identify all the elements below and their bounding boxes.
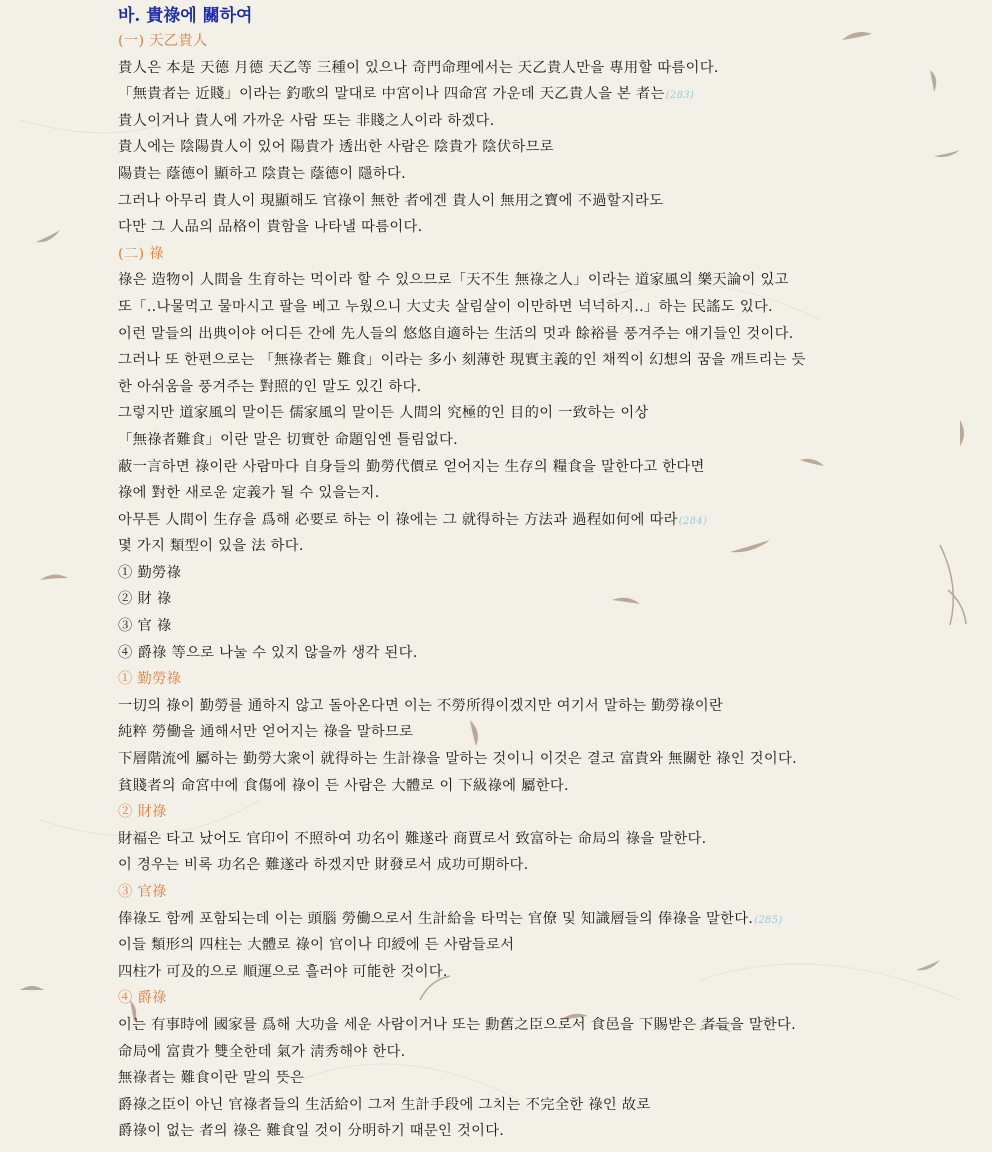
text-line [118, 560, 978, 587]
text-line [118, 480, 978, 507]
text-line-content: 純粹 勞働을 通해서만 얻어지는 祿을 말하므로 [118, 724, 414, 741]
text-line-content: 또「‥나물먹고 물마시고 팔을 베고 누웠으니 大丈夫 살림살이 이만하면 넉넉하지‥」하는 民謠도 있다. [118, 298, 773, 315]
text-line-content: 陽貴는 蔭德이 顯하고 陰貴는 蔭德이 隱하다. [118, 165, 406, 182]
sub-heading-text: (二) 祿 [118, 245, 164, 262]
text-line-content: 그러나 아무리 貴人이 現顯해도 官祿이 無한 者에겐 貴人이 無用之寶에 不過할지라도 [118, 192, 664, 209]
text-line [118, 374, 978, 401]
text-line-content: 祿에 對한 새로운 定義가 될 수 있을는지. [118, 485, 380, 502]
text-line-content: ① 勤勞祿 [118, 564, 182, 581]
text-line [118, 746, 978, 773]
text-line [118, 161, 978, 188]
text-line [118, 906, 978, 933]
text-line [118, 321, 978, 348]
sub-heading-text: ④ 爵祿 [118, 990, 167, 1007]
sub-heading-text: ② 財祿 [118, 804, 167, 821]
text-line-content: 命局에 富貴가 雙全한데 氣가 淸秀해야 한다. [118, 1043, 406, 1060]
text-line-content: 一切의 祿이 勤勞를 通하지 않고 돌아온다면 이는 不勞所得이겠지만 여기서 말하는 勤勞祿이란 [118, 697, 724, 714]
sub-heading [118, 879, 978, 906]
section-title: 바. 貴祿에 關하여 [118, 6, 253, 26]
text-line [118, 826, 978, 853]
text-line [118, 1118, 978, 1145]
text-line [118, 507, 978, 534]
text-line [118, 852, 978, 879]
text-line-content: 蔽一言하면 祿이란 사람마다 自身들의 勤勞代價로 얻어지는 生存의 糧食을 말한다고 한다면 [118, 458, 705, 475]
text-line-content: 財福은 타고 났어도 官印이 不照하여 功名이 難遂라 商賈로서 致富하는 命局의 祿을 말한다. [118, 830, 707, 847]
text-line [118, 1092, 978, 1119]
text-line [118, 108, 978, 135]
text-line-content: 爵祿이 없는 者의 祿은 難食일 것이 分明하기 때문인 것이다. [118, 1123, 505, 1140]
text-line-content: 貴人이거나 貴人에 가까운 사람 또는 非賤之人이라 하겠다. [118, 112, 495, 129]
text-line [118, 533, 978, 560]
text-line-content: 四柱가 可及的으로 順運으로 흘러야 可能한 것이다. [118, 963, 448, 980]
text-line-content: 이 경우는 비록 功名은 難遂라 하겠지만 財發로서 成功可期하다. [118, 857, 529, 874]
text-line [118, 134, 978, 161]
text-line-content: 이들 類形의 四柱는 大體로 祿이 官이나 印綬에 든 사람들로서 [118, 937, 515, 954]
text-line [118, 613, 978, 640]
text-line-content: 「無貴者는 近賤」이라는 釣歌의 말대로 中宮이나 四命宮 가운데 天乙貴人을 본 者는 [118, 86, 665, 103]
text-line [118, 719, 978, 746]
text-line-content: 貴人에는 陰陽貴人이 있어 陽貴가 透出한 사람은 陰貴가 陰伏하므로 [118, 139, 554, 156]
text-line [118, 932, 978, 959]
text-line-content: 그렇지만 道家風의 말이든 儒家風의 말이든 人間의 究極的인 目的이 一致하는 이상 [118, 405, 649, 422]
text-line-content: 爵祿之臣이 아닌 官祿者들의 生活給이 그저 生計手段에 그치는 不完全한 祿인 故로 [118, 1096, 651, 1113]
text-line [118, 959, 978, 986]
text-line [118, 347, 978, 374]
text-line-content: 한 아쉬움을 풍겨주는 對照的인 말도 있긴 하다. [118, 378, 422, 395]
sub-heading-text: ① 勤勞祿 [118, 671, 182, 688]
sub-heading [118, 799, 978, 826]
text-line [118, 188, 978, 215]
text-line-content: 貧賤者의 命宮中에 食傷에 祿이 든 사람은 大體로 이 下級祿에 屬한다. [118, 777, 569, 794]
sub-heading [118, 28, 978, 55]
text-line [118, 267, 978, 294]
text-line [118, 81, 978, 108]
reference-number: (284) [678, 515, 708, 527]
sub-heading [118, 666, 978, 693]
text-line-content: 下層階流에 屬하는 勤勞大衆이 就得하는 生計祿을 말하는 것이니 이것은 결코 富貴와 無關한 祿인 것이다. [118, 751, 797, 768]
reference-number: (283) [665, 90, 695, 102]
text-line [118, 1012, 978, 1039]
text-line [118, 55, 978, 82]
text-line-content: ② 財 祿 [118, 591, 172, 608]
text-line-content: ④ 爵祿 等으로 나눌 수 있지 않을까 생각 된다. [118, 644, 418, 661]
text-line-content: ③ 官 祿 [118, 618, 172, 635]
text-line [118, 640, 978, 667]
text-line [118, 586, 978, 613]
text-line-content: 「無祿者難食」이란 말은 切實한 命題임엔 틀림없다. [118, 431, 459, 448]
text-line [118, 454, 978, 481]
sub-heading-text: ③ 官祿 [118, 884, 167, 900]
text-line [118, 1065, 978, 1092]
text-line-content: 아무튼 人間이 生存을 爲해 必要로 하는 이 祿에는 그 就得하는 方法과 過程如何에 따라 [118, 511, 678, 528]
text-lines [118, 28, 978, 1145]
text-line [118, 1039, 978, 1066]
text-line [118, 427, 978, 454]
text-line [118, 294, 978, 321]
text-line-content: 다만 그 人品의 品格이 貴함을 나타낼 따름이다. [118, 219, 423, 236]
sub-heading-text: (一) 天乙貴人 [118, 33, 208, 49]
text-line-content: 俸祿도 함께 포함되는데 이는 頭腦 勞働으로서 生計給을 타먹는 官僚 및 知識層들의 俸祿을 말한다. [118, 910, 754, 927]
text-line-content: 祿은 造物이 人間을 生育하는 먹이라 할 수 있으므로「天不生 無祿之人」이라는 道家風의 樂天論이 있고 [118, 272, 789, 289]
text-line [118, 214, 978, 241]
text-line [118, 400, 978, 427]
text-line-content: 그러나 또 한편으로는 「無祿者는 難食」이라는 多小 刻薄한 現實主義的인 채찍이 幻想의 꿈을 깨트리는 듯 [118, 352, 806, 369]
sub-heading [118, 985, 978, 1012]
text-line-content: 이는 有事時에 國家를 爲해 大功을 세운 사람이거나 또는 勳舊之臣으로서 食邑을 下賜받은 者들을 말한다. [118, 1016, 797, 1033]
text-line-content: 貴人은 本是 天德 月德 天乙等 三種이 있으나 奇門命理에서는 天乙貴人만을 專用할 따름이다. [118, 59, 719, 76]
text-line [118, 773, 978, 800]
sub-heading [118, 241, 978, 268]
document-body [118, 4, 978, 1145]
text-line-content: 이런 말들의 出典이야 어디든 간에 先人들의 悠悠自適하는 生活의 멋과 餘裕를 풍겨주는 얘기들인 것이다. [118, 325, 794, 342]
text-line [118, 693, 978, 720]
text-line-content: 몇 가지 類型이 있을 法 하다. [118, 538, 304, 555]
text-line-content: 無祿者는 難食이란 말의 뜻은 [118, 1070, 305, 1087]
reference-number: (285) [754, 914, 783, 926]
